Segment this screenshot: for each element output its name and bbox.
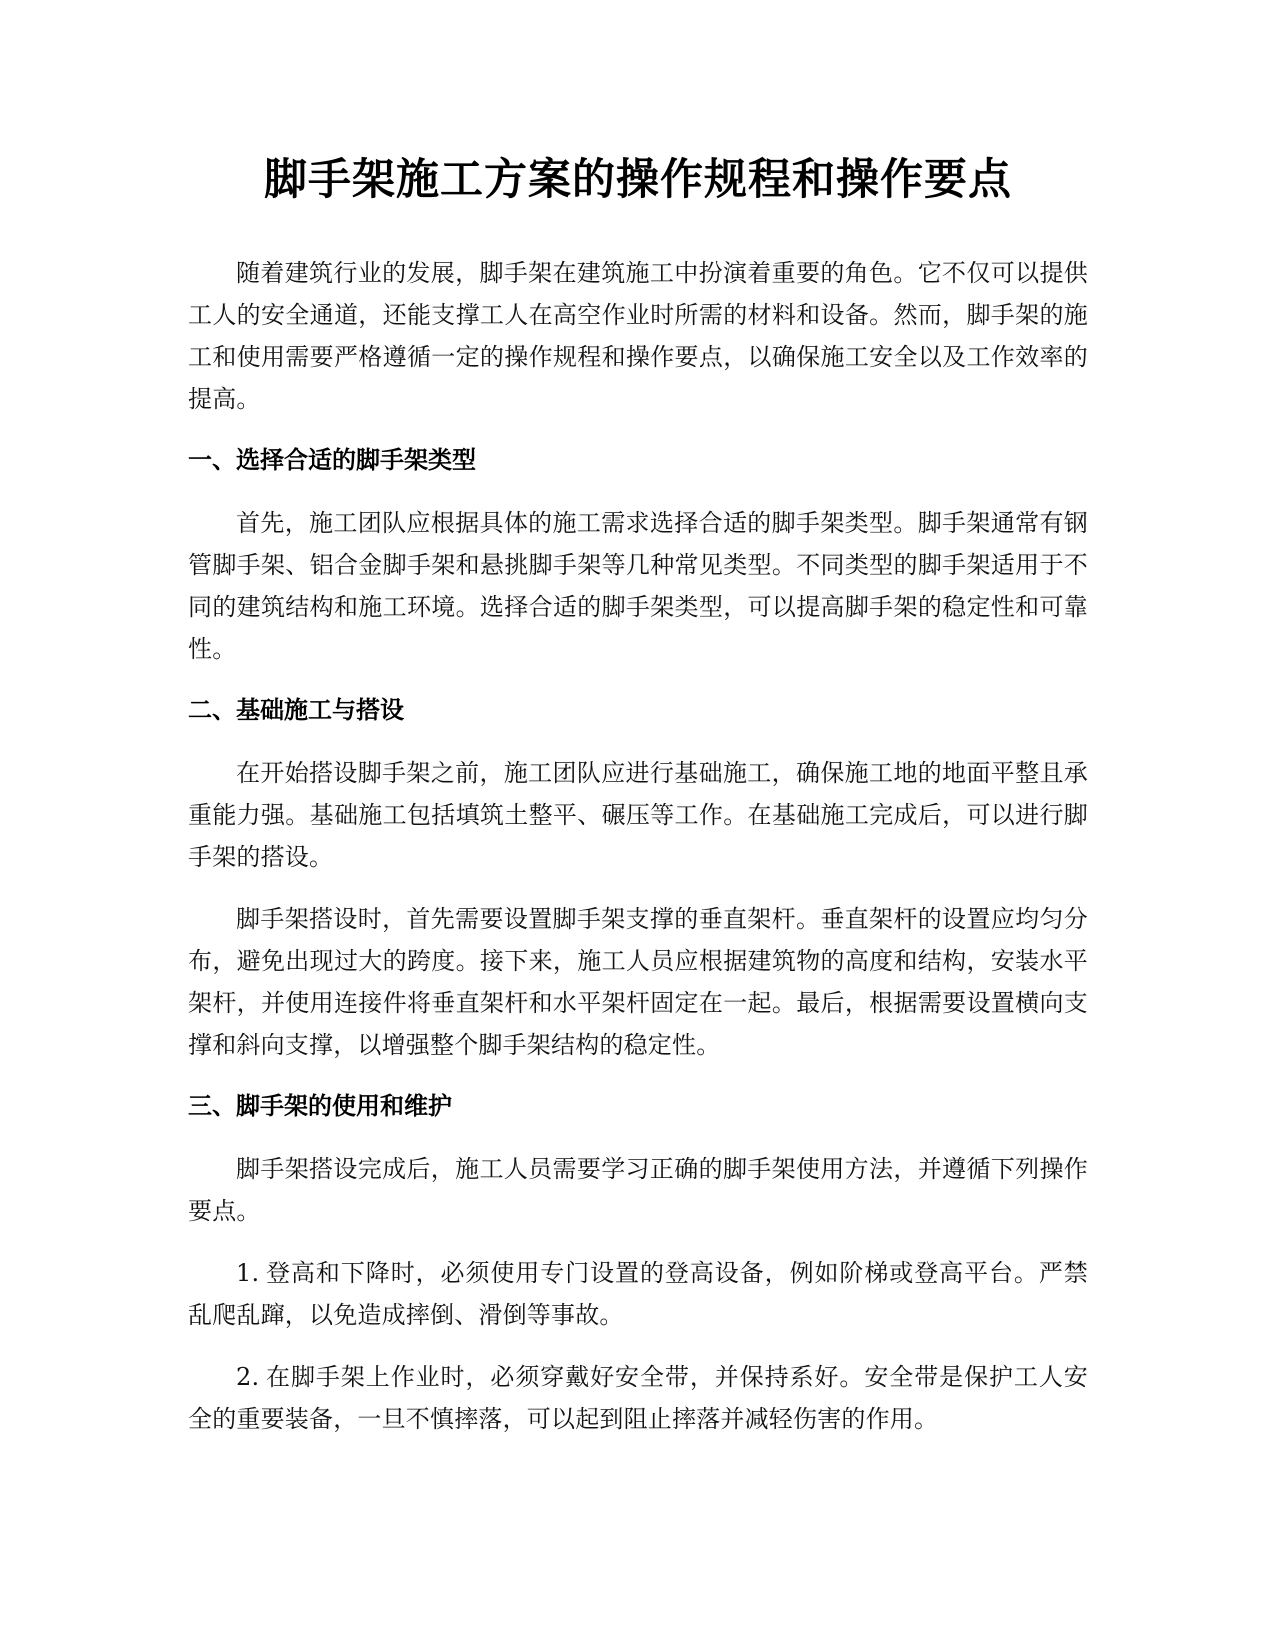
section-1-paragraph-1: 首先，施工团队应根据具体的施工需求选择合适的脚手架类型。脚手架通常有钢管脚手架、铝合金脚手架和悬挑脚手架等几种常见类型。不同类型的脚手架适用于不同的建筑结构和施工环境。选择合适的脚手架类型，可以提高脚手架的稳定性和可靠性。	[188, 509, 1088, 663]
section-heading-3: 三、脚手架的使用和维护	[188, 1092, 452, 1120]
list-item-number: 1.	[236, 1259, 260, 1287]
section-2-paragraph-1: 在开始搭设脚手架之前，施工团队应进行基础施工，确保施工地的地面平整且承重能力强。基础施工包括填筑土整平、碾压等工作。在基础施工完成后，可以进行脚手架的搭设。	[188, 759, 1088, 871]
section-2-paragraph-2: 脚手架搭设时，首先需要设置脚手架支撑的垂直架杆。垂直架杆的设置应均匀分布，避免出现过大的跨度。接下来，施工人员应根据建筑物的高度和结构，安装水平架杆，并使用连接件将垂直架杆和水平架杆固定在一起。最后，根据需要设置横向支撑和斜向支撑，以增强整个脚手架结构的稳定性。	[188, 905, 1088, 1059]
list-item-text: 登高和下降时，必须使用专门设置的登高设备，例如阶梯或登高平台。严禁乱爬乱蹿，以免造成摔倒、滑倒等事故。	[188, 1259, 1088, 1329]
document-title: 脚手架施工方案的操作规程和操作要点	[264, 155, 1012, 205]
list-item-1	[188, 1252, 1088, 1336]
section-heading-2: 二、基础施工与搭设	[188, 696, 404, 724]
intro-paragraph: 随着建筑行业的发展，脚手架在建筑施工中扮演着重要的角色。它不仅可以提供工人的安全通道，还能支撑工人在高空作业时所需的材料和设备。然而，脚手架的施工和使用需要严格遵循一定的操作规程和操作要点，以确保施工安全以及工作效率的提高。	[188, 259, 1088, 413]
list-item-2	[188, 1356, 1088, 1440]
section-3-paragraph-1: 脚手架搭设完成后，施工人员需要学习正确的脚手架使用方法，并遵循下列操作要点。	[188, 1155, 1088, 1225]
document-page	[188, 148, 1088, 1460]
list-item-text: 在脚手架上作业时，必须穿戴好安全带，并保持系好。安全带是保护工人安全的重要装备，一旦不慎摔落，可以起到阻止摔落并减轻伤害的作用。	[188, 1363, 1088, 1433]
section-heading-1: 一、选择合适的脚手架类型	[188, 446, 476, 474]
list-item-number: 2.	[236, 1363, 260, 1391]
